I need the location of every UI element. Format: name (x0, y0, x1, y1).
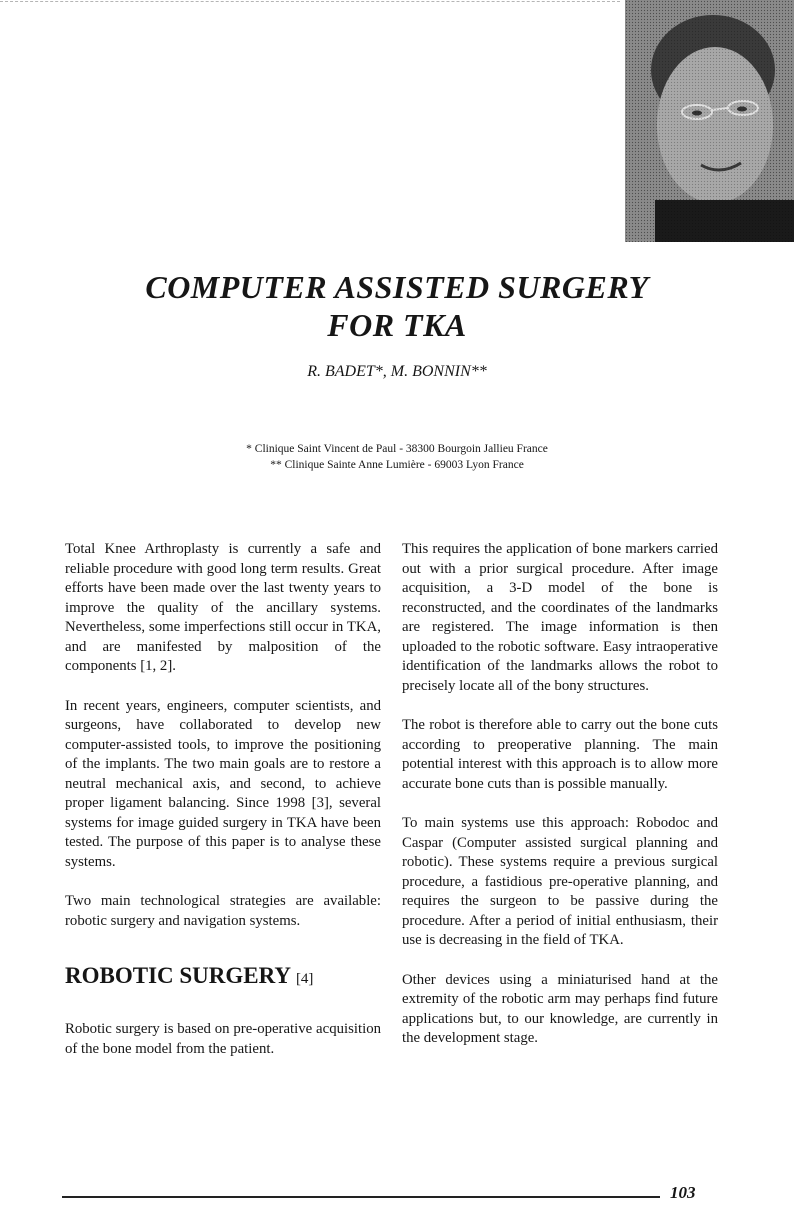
paragraph-bone-markers: This requires the application of bone markers carried out with a prior surgical procedure. After image acquisition, a 3-D model of the bone is reconstructed, and the coordinates of the landmarks are registered. The image information is then uploaded to the robotic software. Easy intraoperative identification of the landmarks allows the robot to precisely locate all of the bony structures. (402, 541, 718, 694)
portrait-illustration (625, 0, 794, 242)
top-edge-rule (0, 1, 620, 3)
paragraph-other-devices: Other devices using a miniaturised hand at the extremity of the robotic arm may perhaps find future applications but, to our knowledge, are currently in the development stage. (402, 971, 718, 1046)
author-portrait-photo (625, 0, 794, 242)
section-heading-text: ROBOTIC SURGERY (65, 963, 291, 988)
author-names: R. BADET*, M. BONNIN** (307, 363, 487, 380)
title-line-1: COMPUTER ASSISTED SURGERY (145, 269, 649, 305)
affiliation-2: ** Clinique Sainte Anne Lumière - 69003 Lyon France (270, 459, 524, 471)
paragraph-main-systems: To main systems use this approach: Robodoc and Caspar (Computer assisted surgical planning and robotic). These systems require a previous surgical procedure, a fastidious pre-operative planning, and requires the surgeon to be passive during the procedure. After a period of initial enthusiasm, their use is decreasing in the field of TKA. (402, 815, 718, 948)
paragraph-strategies: Two main technological strategies are available: robotic surgery and navigation systems. (65, 893, 381, 929)
paragraph-robotic-intro: Robotic surgery is based on pre-operative acquisition of the bone model from the patient. (65, 1021, 381, 1057)
section-heading-robotic-surgery (65, 963, 381, 992)
section-heading-reference: [4] (295, 971, 314, 987)
paper-title (0, 268, 794, 344)
paragraph-intro: Total Knee Arthroplasty is currently a safe and reliable procedure with good long term results. Great efforts have been made over the last twenty years to improve the quality of the ancillary systems. Nevertheless, some imperfections still occur in TKA, and are manifested by malposition of the components [1, 2]. (65, 541, 381, 674)
title-line-2: FOR TKA (327, 307, 467, 343)
page-number: 103 (670, 1183, 696, 1202)
footer-rule (62, 1196, 660, 1198)
paragraph-recent-years: In recent years, engineers, computer scientists, and surgeons, have collaborated to develop new computer-assisted tools, to improve the positioning of the implants. The two main goals are to restore a neutral mechanical axis, and second, to achieve proper ligament balancing. Since 1998 [3], several systems for image guided surgery in TKA have been tested. The purpose of this paper is to analyse these systems. (65, 697, 381, 870)
paragraph-robot-cuts: The robot is therefore able to carry out the bone cuts according to preoperative planning. The main potential interest with this approach is to allow more accurate bone cuts than is possible manually. (402, 717, 718, 792)
affiliation-1: * Clinique Saint Vincent de Paul - 38300 Bourgoin Jallieu France (246, 443, 548, 455)
left-text-column (65, 540, 381, 1059)
right-text-column (402, 540, 718, 1049)
